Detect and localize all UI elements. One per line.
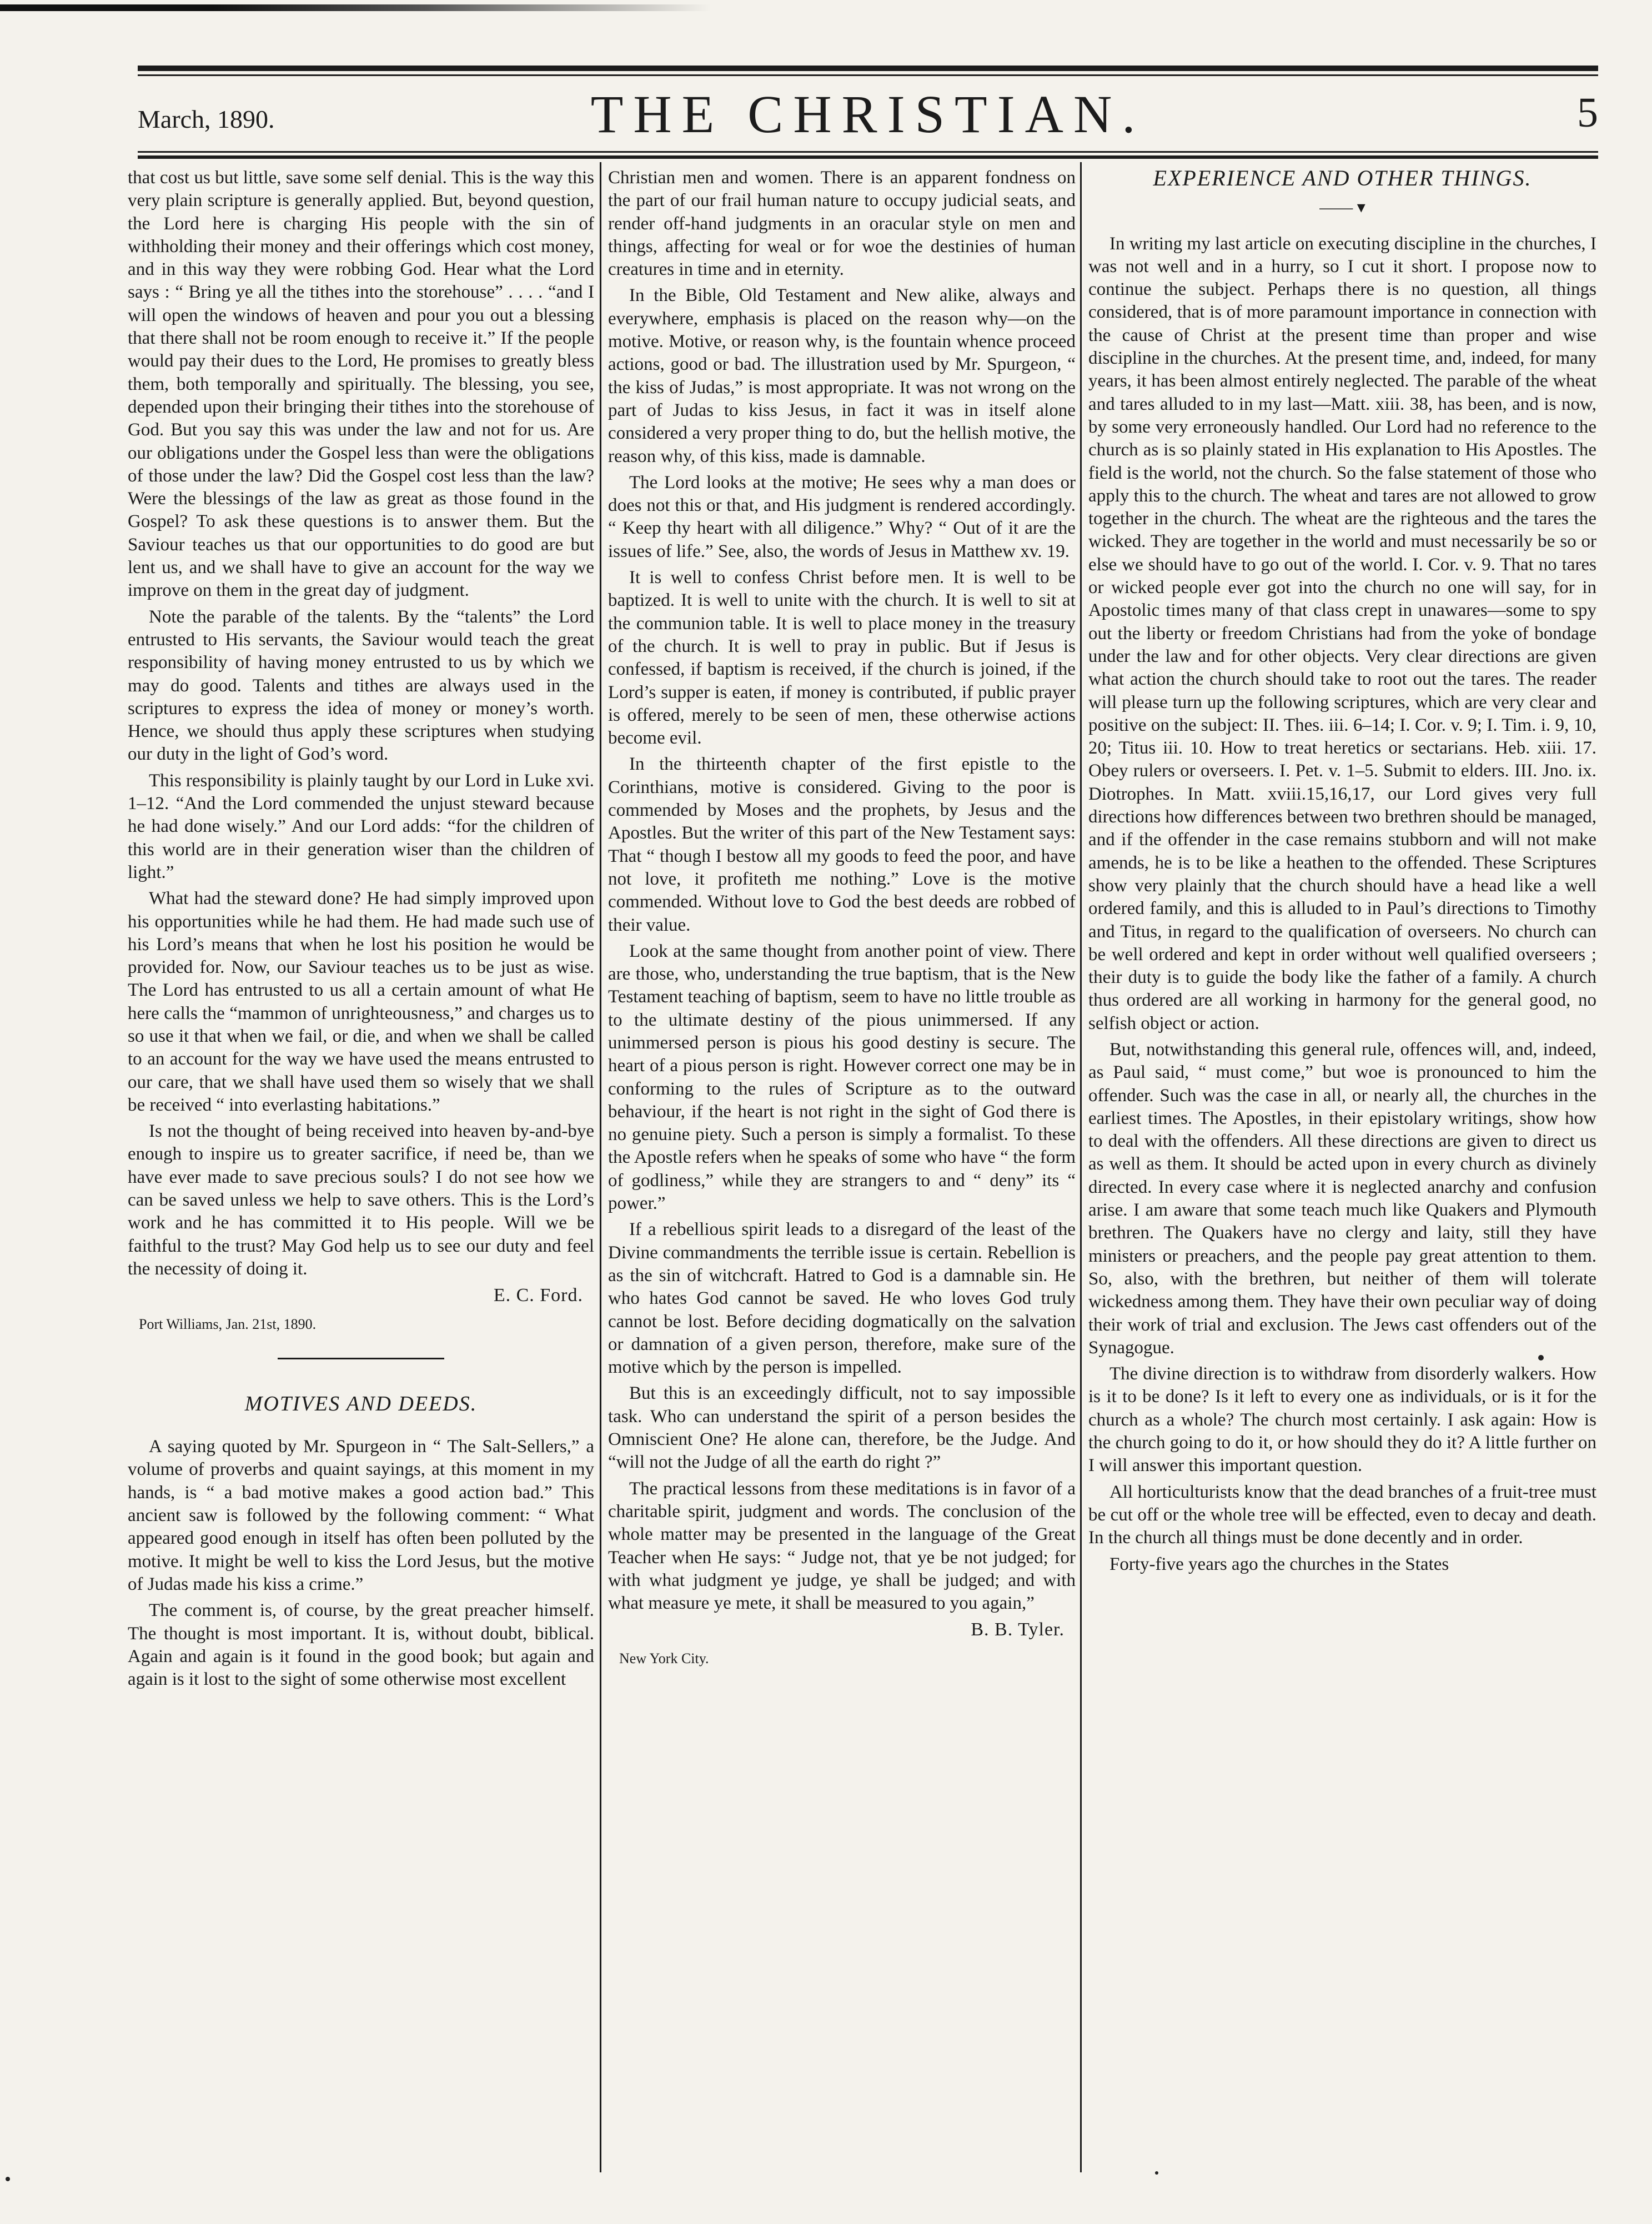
paragraph: This responsibility is plainly taught by our Lord in Luke xvi. 1–12. “And the Lord commended the unjust steward because he had done wisely.” And our Lord adds: “for the children of this world are in their generation wiser than the children of light.” [128,770,595,882]
masthead-top-rule [138,66,1598,71]
column-3 [1088,167,1596,1579]
column-1 [128,167,594,1694]
scan-smudge [0,4,711,11]
paragraph: The Lord looks at the motive; He sees why a man does or does not this or that, and His judgment is rendered accordingly. “ Keep thy heart with all diligence.” Why? “ Out of it are the issues of life.” See, also, the words of Jesus in Matthew xv. 19. [608,472,1076,561]
paragraph: Look at the same thought from another point of view. There are those, who, understanding the true baptism, that is the New Testament teaching of baptism, seem to have no little trouble as to the ultimate destiny of the pious unimmersed. If any unimmersed person is pious his good destiny is secure. The heart of a pious person is right. However correct one may be in conforming to the rules of Scripture as to the outward behaviour, if the heart is not right in the sight of God there is no genuine piety. Such a person is simply a formalist. To these the Apostle refers when he speaks of some who have “ the form of godliness,” while they are strangers to and “ deny” its “ power.” [608,941,1076,1214]
article-heading: MOTIVES AND DEEDS. [244,1392,478,1415]
heading-ornament: —— ▾ [1319,198,1365,217]
masthead-bottom-rule-thin [138,151,1598,153]
author-signature: B. B. Tyler. [971,1619,1064,1640]
issue-date: March, 1890. [138,105,275,133]
dateline: Port Williams, Jan. 21st, 1890. [139,1316,317,1332]
column-divider-1 [600,162,601,2172]
scan-speck [6,2177,10,2181]
column-2 [608,167,1076,1670]
paragraph: Christian men and women. There is an apparent fondness on the part of our frail human nature to occupy judicial seats, and render off-hand judgments in an oracular style on men and things, affecting for weal or for woe the destinies of human creatures in time and in eternity. [608,168,1076,280]
masthead-top-rule-thin [138,74,1598,76]
scan-speck [1155,2171,1158,2175]
paragraph: In the Bible, Old Testament and New alike, always and everywhere, emphasis is placed on the reason why—on the motive. Motive, or reason why, is the fountain whence proceed actions, good or bad. The illustration used by Mr. Spurgeon, “ the kiss of Judas,” is most appropriate. It was not wrong on the part of Judas to kiss Jesus, in fact it was in itself alone considered a very proper thing to do, but the hellish motive, the reason why, of this kiss, made is damnable. [608,285,1076,466]
paragraph: The divine direction is to withdraw from disorderly walkers. How is it to be done? Is it left to every one as individuals, or is it for the church as a whole? The church most certainly. I ask again: How is the church going to do it, or how should they do it? A little further on I will answer this important question. [1088,1364,1596,1476]
paragraph: But this is an exceedingly difficult, not to say impossible task. Who can understand the spirit of a person besides the Omniscient One? He alone can, therefore, be the Judge. And “will not the Judge of all the earth do right ?” [608,1383,1076,1473]
paragraph: A saying quoted by Mr. Spurgeon in “ The Salt-Sellers,” a volume of proverbs and quaint sayings, at this moment in my hands, is “ a bad motive makes a good action bad.” This ancient saw is followed by the following comment: “ What appeared good enough in itself has often been polluted by the motive. It might be well to kiss the Lord Jesus, but the motive of Judas made his kiss a crime.” [128,1437,594,1594]
column-divider-2 [1080,162,1082,2172]
paragraph: In the thirteenth chapter of the first epistle to the Corinthians, motive is considered. Giving to the poor is commended by Moses and the prophets, by Jesus and the Apostles. But the writer of this part of the New Testament says: That “ though I bestow all my goods to feed the poor, and have not love, it profiteth me nothing.” Love is the motive commended. Without love to God the best deeds are robbed of their value. [608,754,1076,935]
paragraph: It is well to confess Christ before men. It is well to be baptized. It is well to unite with the church. It is well to sit at the communion table. It is well to place money in the treasury of the church. It is well to pray in public. But if Jesus is confessed, if baptism is received, if the church is joined, if the Lord’s supper is eaten, if money is contributed, if public prayer is offered, merely to be seen of men, these otherwise actions become evil. [608,568,1076,749]
paragraph: The practical lessons from these meditations is in favor of a charitable spirit, judgment and words. The conclusion of the whole matter may be presented in the language of the Great Teacher when He says: “ Judge not, that ye be not judged; for with what judgment ye judge, ye shall be judged; and with what measure ye mete, it shall be measured to you again,” [608,1478,1076,1614]
paragraph: that cost us but little, save some self denial. This is the way this very plain scripture is generally applied. But, beyond question, the Lord here is charging His people with the sin of withholding their money and their offerings which cost money, and in this way they were robbing God. Hear what the Lord says : “ Bring ye all the tithes into the storehouse” . . . . “and I will open the windows of heaven and pour you out a blessing that there shall not be room enough to receive it.” If the people would pay their dues to the Lord, He promises to greatly bless them, both temporally and spiritually. The blessing, you see, depended upon their bringing their tithes into the storehouse of God. But you say this was under the law and not for us. Are our obligations under the Gospel less than were the obligations of those under the law? Did the Gospel cost less than the law? Were the blessings of the law as great as those found in the Gospel? To ask these questions is to answer them. But the Saviour teaches us that our opportunities to do good are but lent us, and we shall have to give an account for the way we improve on them in the great day of judgment. [128,168,594,601]
paragraph: Note the parable of the talents. By the “talents” the Lord entrusted to His servants, the Saviour would teach the great responsibility of having money entrusted to us by which we may do good. Talents and tithes are always used in the scriptures to express the idea of money or money’s worth. Hence, we should thus apply these scriptures when studying our duty in the light of God’s word. [128,606,594,765]
paragraph: All horticulturists know that the dead branches of a fruit-tree must be cut off or the whole tree will be effected, even to decay and death. In the church all things must be done decently and in order. [1088,1482,1596,1548]
article-heading: EXPERIENCE AND OTHER THINGS. [1153,165,1532,190]
paragraph: What had the steward done? He had simply improved upon his opportunities while he had them. He had made such use of his Lord’s means that when he lost his position he would be provided for. Now, our Saviour teaches us to be just as wise. The Lord has entrusted to us all a certain amount of what He here calls the “mammon of unrighteousness,” and charges us to so use it that when we fail, or die, and when we shall be called to an account for the way we have used the means entrusted to our care, that we shall have used them so wisely that we shall be received “ into everlasting habitations.” [128,888,594,1115]
section-divider [278,1358,444,1359]
paragraph: But, notwithstanding this general rule, offences will, and, indeed, as Paul said, “ must come,” but woe is pronounced to him the offender. Such was the case in all, or nearly all, the churches in the earliest times. The Apostles, in their epistolary writings, show how to deal with the offenders. All these directions are given to direct us as well as them. It should be acted upon in every church as divinely directed. In every case where it is neglected anarchy and confusion arise. I am aware that some teach much like Quakers and Plymouth brethren. The Quakers have no clergy and laity, still they have ministers or preachers, and the people pay great attention to them. So, also, with the brethren, but neither of them will tolerate wickedness among them. They have their own peculiar way of doing their work of trial and exclusion. The Jews cast offenders out of the Synagogue. [1088,1039,1596,1358]
scan-speck [1538,1355,1544,1360]
paragraph: The comment is, of course, by the great preacher himself. The thought is most important. It is, without doubt, biblical. Again and again is it found in the good book; but again and again is it lost to the sight of some otherwise most excellent [128,1600,594,1690]
paragraph: Forty-five years ago the churches in the States [1109,1554,1449,1574]
dateline: New York City. [619,1650,709,1666]
paragraph: In writing my last article on executing discipline in the churches, I was not well and in a hurry, so I cut it short. I propose now to continue the subject. Perhaps there is no question, all things considered, that is of more paramount importance in connection with the cause of Christ at the present time than proper and wise discipline in the churches. At the present time, and, indeed, for many years, it has been almost entirely neglected. The parable of the wheat and tares alluded to in my last—Matt. xiii. 38, has been, and is now, by some very erroneously handled. Our Lord had no reference to the church as is so plainly stated in His explanation to His Apostles. The field is the world, not the church. So the false statement of those who apply this to the church. The wheat and tares are not allowed to grow together in the church. The wheat are the righteous and the tares the wicked. They are together in the world and must necessarily be so or else we should have to go out of the world. I. Cor. v. 9. That no tares or wicked people ever got into the church no one will say, for in Apostolic times many of that class crept in unawares—some to spy out the liberty or freedom Christians had from the yoke of bondage under the law and for other objects. Very clear directions are given what action the church should take to root out the tares. The reader will please turn up the following scriptures, which are very clear and positive on the subject: II. Thes. iii. 6–14; I. Cor. v. 9; I. Tim. i. 9, 10, 20; Titus iii. 10. How to treat heretics or sectarians. Heb. xiii. 17. Obey rulers or overseers. I. Pet. v. 1–5. Submit to elders. III. Jno. ix. Diotrophes. In Matt. xviii.15,16,17, our Lord gives very full directions how differences between two brethren should be managed, and if the offender in the case remains stubborn and will not make amends, he is to be like a heathen to the offended. These Scriptures show very plainly that the church should have a head like a well ordered family, and this is alluded to in Paul’s directions to Timothy and Titus, in regard to the qualification of overseers. No church can be well ordered and kept in order without well qualified overseers ; their duty is to guide the body like the father of a family. A church thus ordered are all working in harmony for the general good, no selfish object or action. [1088,233,1596,1033]
masthead-bottom-rule [138,155,1598,159]
paragraph: If a rebellious spirit leads to a disregard of the least of the Divine commandments the terrible issue is certain. Rebellion is as the sin of witchcraft. Hatred to God is a damnable sin. He who hates God cannot be saved. He who loves God truly cannot be lost. Before deciding dogmatically on the salvation or damnation of a given person, therefore, make sure of the motive which by the person is impelled. [608,1219,1076,1378]
author-signature: E. C. Ford. [493,1285,583,1306]
page-number: 5 [1577,89,1598,136]
masthead [138,83,1598,150]
newspaper-title: THE CHRISTIAN. [590,84,1146,144]
paragraph: Is not the thought of being received into heaven by-and-bye enough to inspire us to greater sacrifice, if need be, than we have ever made to save precious souls? I do not see how we can be saved unless we help to save others. This is the Lord’s work and he has committed it to His people. Will we be faithful to the trust? May God help us to see our duty and feel the necessity of doing it. [128,1121,594,1279]
